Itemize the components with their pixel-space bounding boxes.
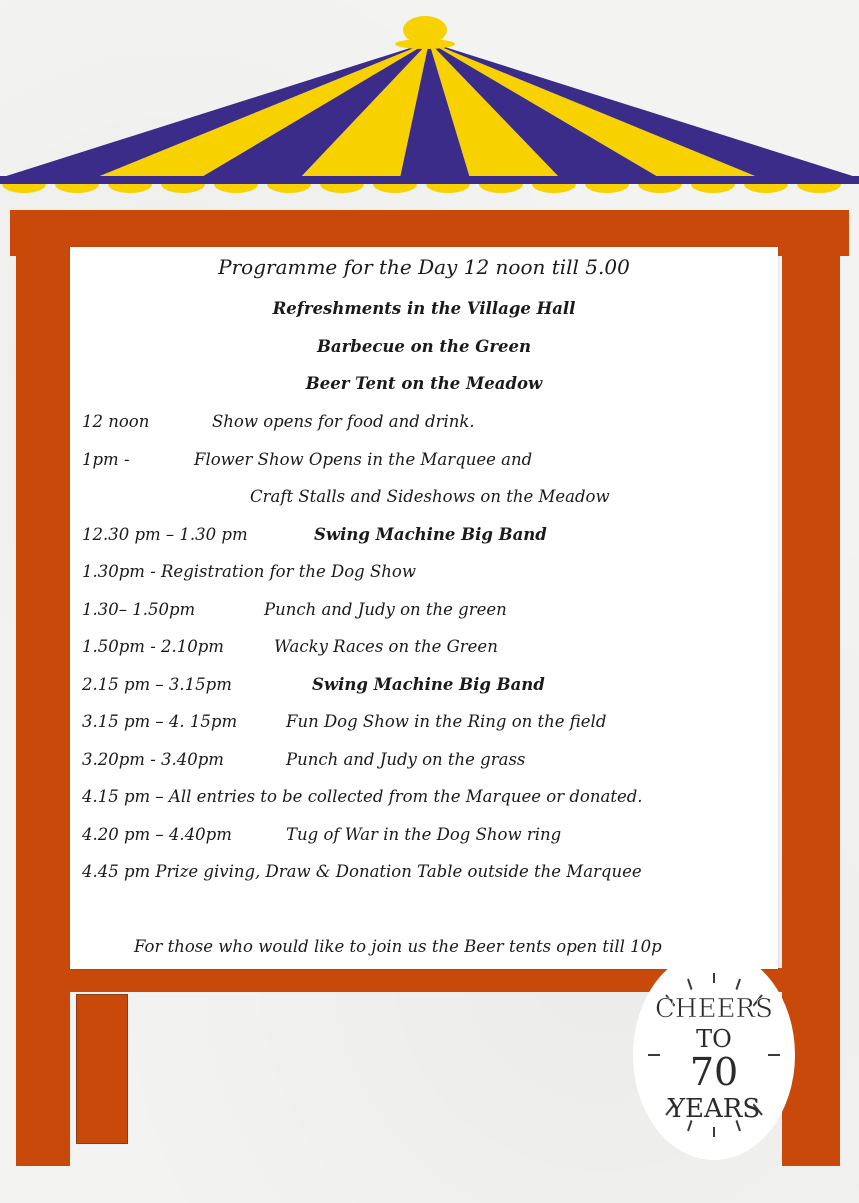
frame-left-post <box>16 256 70 1166</box>
programme-title: Programme for the Day 12 noon till 5.00 <box>218 255 630 279</box>
schedule-time: 1.30pm - Registration for the Dog Show <box>82 562 416 581</box>
schedule-event: Craft Stalls and Sideshows on the Meadow <box>250 487 610 506</box>
schedule-event: Flower Show Opens in the Marquee and <box>194 450 533 469</box>
schedule-event: Fun Dog Show in the Ring on the field <box>286 712 607 731</box>
badge-line-3: 70 <box>689 1050 739 1094</box>
schedule-event: Punch and Judy on the green <box>264 600 507 619</box>
badge-line-2: TO <box>696 1025 732 1053</box>
schedule-time: 1pm - <box>82 450 130 469</box>
footer-note: For those who would like to join us the Beer tents open till 10p <box>134 937 662 956</box>
schedule-time: 1.50pm - 2.10pm <box>82 637 224 656</box>
schedule-time: 4.15 pm – All entries to be collected from the Marquee or donated. <box>82 787 643 806</box>
schedule-time: 1.30– 1.50pm <box>82 600 196 619</box>
schedule-time: 4.45 pm Prize giving, Draw & Donation Table outside the Marquee <box>82 862 642 881</box>
schedule-event: Swing Machine Big Band <box>314 525 547 544</box>
schedule-time: 2.15 pm – 3.15pm <box>82 675 232 694</box>
schedule-event: Punch and Judy on the grass <box>286 750 526 769</box>
headline-beer-tent: Beer Tent on the Meadow <box>305 374 543 393</box>
schedule-event: Wacky Races on the Green <box>274 637 498 656</box>
schedule-time: 4.20 pm – 4.40pm <box>82 825 232 844</box>
schedule-event: Swing Machine Big Band <box>312 675 545 694</box>
schedule-time: 3.20pm - 3.40pm <box>82 750 224 769</box>
schedule-time: 12.30 pm – 1.30 pm <box>82 525 248 544</box>
badge-line-1: CHEERS <box>655 994 773 1024</box>
badge-line-4: YEARS <box>667 1094 761 1124</box>
schedule-time: 3.15 pm – 4. 15pm <box>82 712 238 731</box>
frame-small-post <box>76 994 128 1144</box>
celebration-burst-icon <box>644 965 784 1145</box>
marquee-canopy <box>0 0 859 205</box>
headline-barbecue: Barbecue on the Green <box>316 337 532 356</box>
cheers-70-years-badge <box>633 950 795 1160</box>
schedule-time: 12 noon <box>82 412 150 431</box>
schedule-event: Tug of War in the Dog Show ring <box>286 825 562 844</box>
headline-refreshments: Refreshments in the Village Hall <box>272 299 576 318</box>
schedule-event: Show opens for food and drink. <box>212 412 475 431</box>
programme-board <box>70 247 778 969</box>
